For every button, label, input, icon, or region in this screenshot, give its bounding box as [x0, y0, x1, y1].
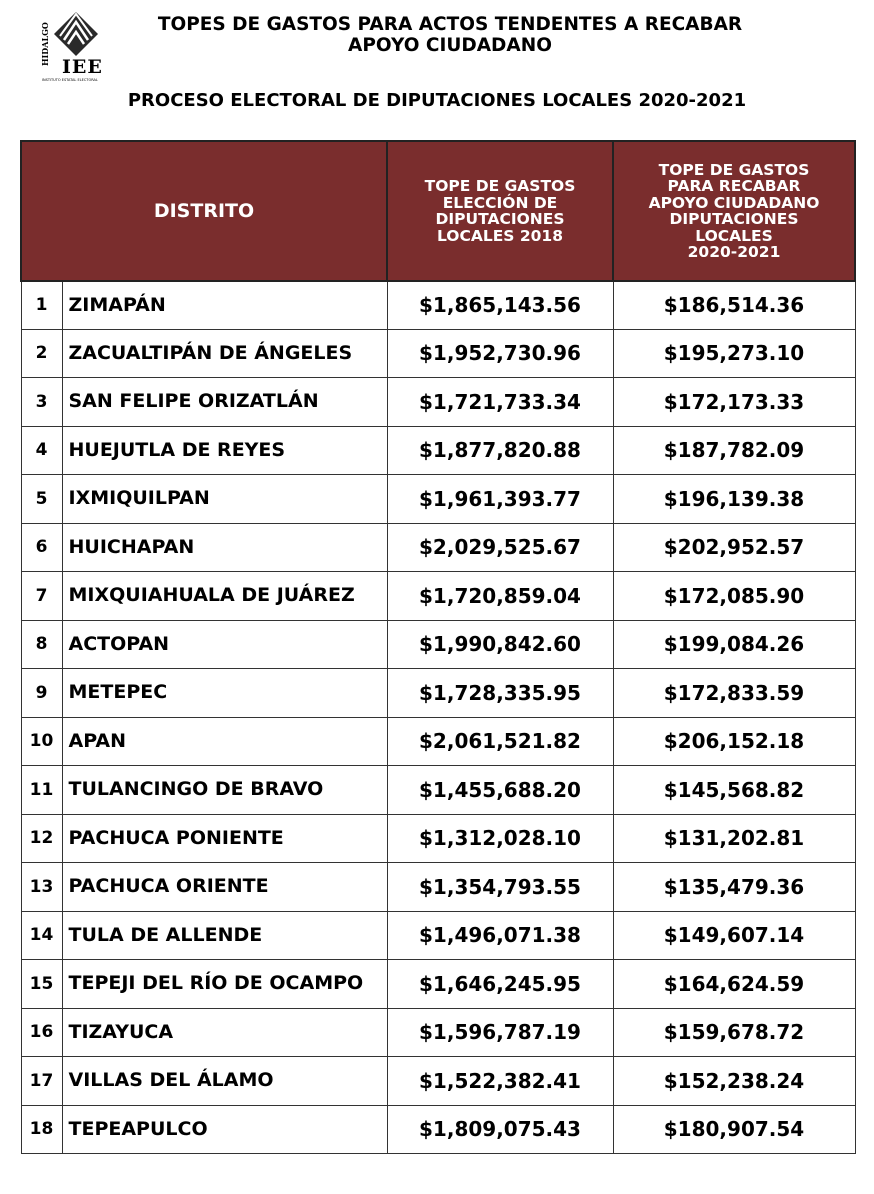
iee-logo [40, 6, 110, 82]
district-name: TULA DE ALLENDE [62, 911, 387, 960]
table-row [21, 572, 855, 621]
table-row [21, 766, 855, 815]
tope-apoyo-value: $186,514.36 [613, 281, 855, 329]
district-number: 2 [21, 329, 62, 378]
district-number: 6 [21, 523, 62, 572]
logo-initials: IEE [62, 56, 103, 78]
tope-apoyo-value: $196,139.38 [613, 475, 855, 524]
tope-apoyo-value: $187,782.09 [613, 426, 855, 475]
table-row [21, 717, 855, 766]
tope-apoyo-value: $206,152.18 [613, 717, 855, 766]
tope-2018-value: $1,877,820.88 [387, 426, 613, 475]
tope-2018-value: $1,312,028.10 [387, 814, 613, 863]
tope-apoyo-value: $164,624.59 [613, 960, 855, 1009]
district-name: PACHUCA ORIENTE [62, 863, 387, 912]
col2-line: LOCALES 2018 [436, 226, 564, 245]
header-tope-2018 [387, 141, 613, 281]
tope-2018-value: $1,721,733.34 [387, 378, 613, 427]
district-name: ZACUALTIPÁN DE ÁNGELES [62, 329, 387, 378]
table-row [21, 426, 855, 475]
district-number: 5 [21, 475, 62, 524]
table-row [21, 475, 855, 524]
district-name: APAN [62, 717, 387, 766]
table-row [21, 1008, 855, 1057]
table-row [21, 960, 855, 1009]
table-row [21, 814, 855, 863]
tope-apoyo-value: $202,952.57 [613, 523, 855, 572]
district-name: TULANCINGO DE BRAVO [62, 766, 387, 815]
col3-line: TOPE DE GASTOS [658, 160, 810, 179]
tope-2018-value: $1,522,382.41 [387, 1057, 613, 1106]
col2-line: TOPE DE GASTOS [424, 177, 576, 195]
district-name: ZIMAPÁN [62, 281, 387, 329]
page-title [110, 14, 790, 56]
col3-line: DIPUTACIONES [669, 210, 799, 228]
district-name: HUICHAPAN [62, 523, 387, 572]
tope-apoyo-value: $180,907.54 [613, 1105, 855, 1154]
district-name: HUEJUTLA DE REYES [62, 426, 387, 475]
district-number: 17 [21, 1057, 62, 1106]
tope-2018-value: $1,720,859.04 [387, 572, 613, 621]
district-name: TEPEJI DEL RÍO DE OCAMPO [62, 960, 387, 1009]
district-number: 9 [21, 669, 62, 718]
col3-line: LOCALES [695, 226, 773, 245]
tope-apoyo-value: $172,173.33 [613, 378, 855, 427]
tope-2018-value: $2,029,525.67 [387, 523, 613, 572]
tope-apoyo-value: $172,833.59 [613, 669, 855, 718]
district-name: VILLAS DEL ÁLAMO [62, 1057, 387, 1106]
table-row [21, 1057, 855, 1106]
table-row [21, 329, 855, 378]
table-row [21, 863, 855, 912]
tope-2018-value: $1,961,393.77 [387, 475, 613, 524]
table-row [21, 378, 855, 427]
tope-2018-value: $1,496,071.38 [387, 911, 613, 960]
tope-apoyo-value: $195,273.10 [613, 329, 855, 378]
tope-2018-value: $1,455,688.20 [387, 766, 613, 815]
district-number: 3 [21, 378, 62, 427]
tope-apoyo-value: $135,479.36 [613, 863, 855, 912]
header-tope-apoyo [613, 141, 855, 281]
district-name: MIXQUIAHUALA DE JUÁREZ [62, 572, 387, 621]
tope-2018-value: $1,596,787.19 [387, 1008, 613, 1057]
district-name: IXMIQUILPAN [62, 475, 387, 524]
district-number: 4 [21, 426, 62, 475]
district-name: METEPEC [62, 669, 387, 718]
logo-institute: INSTITUTO ESTATAL ELECTORAL [42, 78, 98, 82]
spending-limits-table [20, 140, 856, 1154]
table-row [21, 620, 855, 669]
district-number: 11 [21, 766, 62, 815]
table-row [21, 669, 855, 718]
tope-apoyo-value: $131,202.81 [613, 814, 855, 863]
district-name: ACTOPAN [62, 620, 387, 669]
title-line-1: TOPES DE GASTOS PARA ACTOS TENDENTES A RECABAR [157, 14, 743, 35]
tope-2018-value: $2,061,521.82 [387, 717, 613, 766]
district-number: 13 [21, 863, 62, 912]
district-number: 15 [21, 960, 62, 1009]
col3-line: 2020-2021 [687, 243, 781, 261]
table-row [21, 523, 855, 572]
district-number: 16 [21, 1008, 62, 1057]
col2-line: ELECCIÓN DE [442, 193, 558, 212]
tope-apoyo-value: $172,085.90 [613, 572, 855, 621]
district-number: 7 [21, 572, 62, 621]
district-number: 1 [21, 281, 62, 329]
table-row [21, 281, 855, 329]
tope-2018-value: $1,865,143.56 [387, 281, 613, 329]
col3-line: APOYO CIUDADANO [648, 193, 820, 212]
title-line-2: APOYO CIUDADANO [348, 35, 552, 56]
district-number: 8 [21, 620, 62, 669]
col3-line: PARA RECABAR [667, 177, 801, 195]
tope-2018-value: $1,354,793.55 [387, 863, 613, 912]
district-name: TIZAYUCA [62, 1008, 387, 1057]
district-number: 14 [21, 911, 62, 960]
logo-side-text: HIDALGO [40, 22, 50, 66]
district-number: 12 [21, 814, 62, 863]
district-number: 18 [21, 1105, 62, 1154]
tope-apoyo-value: $199,084.26 [613, 620, 855, 669]
tope-2018-value: $1,952,730.96 [387, 329, 613, 378]
table-row [21, 1105, 855, 1154]
district-number: 10 [21, 717, 62, 766]
table-header-row [21, 141, 855, 281]
district-name: PACHUCA PONIENTE [62, 814, 387, 863]
tope-2018-value: $1,646,245.95 [387, 960, 613, 1009]
district-name: SAN FELIPE ORIZATLÁN [62, 378, 387, 427]
tope-apoyo-value: $145,568.82 [613, 766, 855, 815]
table-body [21, 281, 855, 1154]
tope-2018-value: $1,990,842.60 [387, 620, 613, 669]
page-subtitle: PROCESO ELECTORAL DE DIPUTACIONES LOCALES 2020-2021 [127, 90, 747, 111]
tope-2018-value: $1,809,075.43 [387, 1105, 613, 1154]
tope-apoyo-value: $152,238.24 [613, 1057, 855, 1106]
tope-apoyo-value: $149,607.14 [613, 911, 855, 960]
iee-emblem-icon [52, 10, 100, 58]
district-name: TEPEAPULCO [62, 1105, 387, 1154]
table-row [21, 911, 855, 960]
tope-apoyo-value: $159,678.72 [613, 1008, 855, 1057]
tope-2018-value: $1,728,335.95 [387, 669, 613, 718]
col2-line: DIPUTACIONES [435, 210, 565, 228]
header-distrito: DISTRITO [21, 141, 387, 281]
